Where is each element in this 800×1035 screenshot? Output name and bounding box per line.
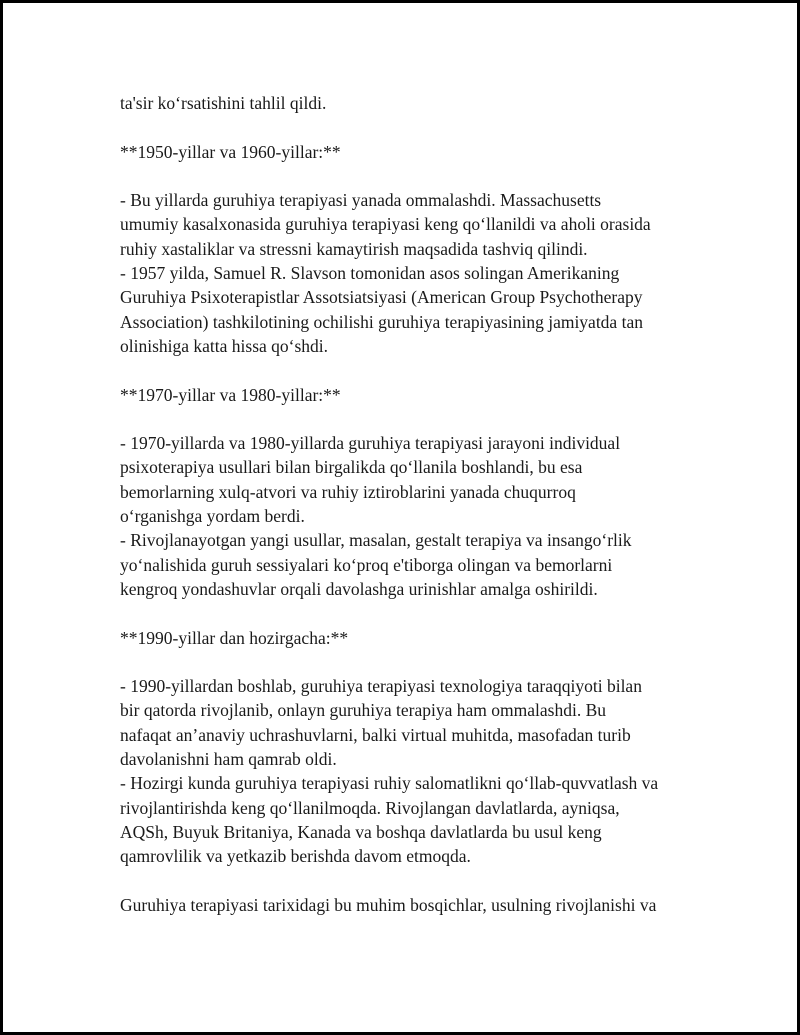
text-line: kengroq yondashuvlar orqali davolashga urinishlar amalga oshirildi. — [120, 578, 598, 599]
text-line: - 1957 yilda, Samuel R. Slavson tomonidan asos solingan Amerikaning — [120, 263, 620, 284]
text-line: - Rivojlanayotgan yangi usullar, masalan, gestalt terapiya va insango‘rlik — [120, 530, 632, 551]
text-line: bir qatorda rivojlanib, onlayn guruhiya terapiya ham ommalashdi. Bu — [120, 700, 606, 721]
text-line: - 1990-yillardan boshlab, guruhiya terapiyasi texnologiya taraqqiyoti bilan — [120, 676, 642, 697]
text-line: davolanishni ham qamrab oldi. — [120, 749, 337, 770]
text-line: umumiy kasalxonasida guruhiya terapiyasi keng qo‘llanildi va aholi orasida — [120, 214, 651, 235]
text-line: rivojlantirishda keng qo‘llanilmoqda. Rivojlangan davlatlarda, ayniqsa, — [120, 797, 620, 818]
blank-line — [120, 115, 720, 139]
text-line: - 1970-yillarda va 1980-yillarda guruhiya terapiyasi jarayoni individual — [120, 433, 621, 454]
text-line: bemorlarning xulq-atvori va ruhiy iztiroblarini yanada chuqurroq — [120, 481, 576, 502]
text-line: **1950-yillar va 1960-yillar:** — [120, 141, 341, 162]
text-line: qamrovlilik va yetkazib berishda davom etmoqda. — [120, 846, 471, 867]
blank-line — [120, 869, 720, 893]
text-line: ta'sir ko‘rsatishini tahlil qildi. — [120, 93, 327, 113]
text-line: ruhiy xastaliklar va stressni kamaytirish maqsadida tashviq qilindi. — [120, 238, 588, 259]
text-line: o‘rganishga yordam berdi. — [120, 506, 305, 527]
text-line: Guruhiya Psixoterapistlar Assotsiatsiyasi (American Group Psychotherapy — [120, 287, 643, 308]
text-line: Guruhiya terapiyasi tarixidagi bu muhim bosqichlar, usulning rivojlanishi va — [120, 894, 657, 915]
blank-line — [120, 601, 720, 625]
blank-line — [120, 650, 720, 674]
blank-line — [120, 164, 720, 188]
text-line: - Hozirgi kunda guruhiya terapiyasi ruhiy salomatlikni qo‘llab-quvvatlash va — [120, 773, 659, 794]
text-line: **1990-yillar dan hozirgacha:** — [120, 627, 349, 648]
blank-line — [120, 407, 720, 431]
text-line: olinishiga katta hissa qo‘shdi. — [120, 335, 329, 356]
text-line: nafaqat an’anaviy uchrashuvlarni, balki virtual muhitda, masofadan turib — [120, 724, 631, 745]
text-line: Association) tashkilotining ochilishi guruhiya terapiyasining jamiyatda tan — [120, 311, 643, 332]
text-line: - Bu yillarda guruhiya terapiyasi yanada ommalashdi. Massachusetts — [120, 190, 602, 211]
text-line: **1970-yillar va 1980-yillar:** — [120, 384, 341, 405]
document-body — [120, 91, 720, 917]
blank-line — [120, 358, 720, 382]
text-line: AQSh, Buyuk Britaniya, Kanada va boshqa davlatlarda bu usul keng — [120, 821, 602, 842]
text-line: yo‘nalishida guruh sessiyalari ko‘proq e'tiborga olingan va bemorlarni — [120, 554, 613, 575]
text-line: psixoterapiya usullari bilan birgalikda qo‘llanila boshlandi, bu esa — [120, 457, 583, 478]
